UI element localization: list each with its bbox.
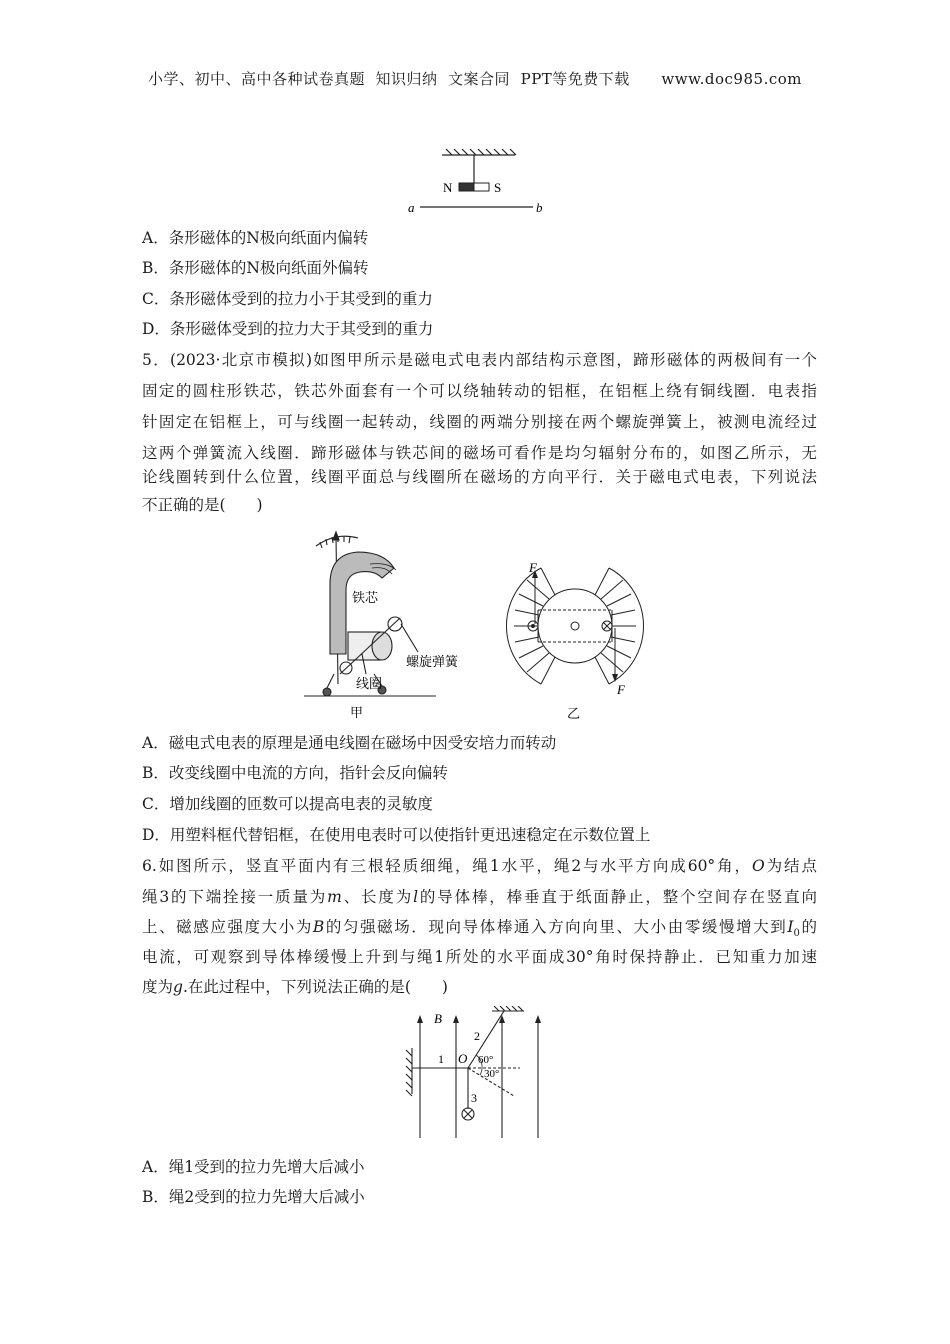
q5-stem-line-6: 不正确的是( ) bbox=[142, 496, 263, 514]
q5-option-c: C．增加线圈的匝数可以提高电表的灵敏度 bbox=[142, 795, 433, 813]
rope-3-label: 3 bbox=[471, 1091, 477, 1105]
page-header: 小学、初中、高中各种试卷真题 知识归纳 文案合同 PPT等免费下载 www.doc985.com bbox=[147, 70, 802, 88]
angle-60-label: 60° bbox=[478, 1054, 494, 1066]
q5-option-d: D．用塑料框代替铝框，在使用电表时可以使指针更迅速稳定在示数位置上 bbox=[142, 826, 651, 844]
rope-1-label: 1 bbox=[438, 1052, 444, 1066]
q6-stem-line-1: 6.如图所示，竖直平面内有三根轻质细绳，绳1水平，绳2与水平方向成60°角，O为结点 bbox=[142, 857, 817, 875]
q4-option-a: A．条形磁体的N极向纸面内偏转 bbox=[142, 229, 369, 247]
q5-stem-line-5: 论线圈转到什么位置，线圈平面总与线圈所在磁场的方向平行．关于磁电式电表，下列说法 bbox=[142, 468, 817, 486]
q5-stem-line-3: 针固定在铝框上，可与线圈一起转动，线圈的两端分别接在两个螺旋弹簧上，被测电流经过 bbox=[142, 413, 817, 431]
wire-b-label: b bbox=[536, 200, 543, 215]
magnet-n-label: N bbox=[443, 180, 453, 195]
q5-stem-line-1: 5．(2023·北京市模拟)如图甲所示是磁电式电表内部结构示意图，蹄形磁体的两极间有一个 bbox=[142, 351, 817, 369]
label-iron-core: 铁芯 bbox=[352, 590, 379, 605]
q4-option-b: B．条形磁体的N极向纸面外偏转 bbox=[142, 259, 369, 277]
label-spiral-spring: 螺旋弹簧 bbox=[406, 654, 459, 669]
caption-jia: 甲 bbox=[350, 705, 364, 720]
magnet-s-label: S bbox=[494, 180, 502, 195]
wire-a-label: a bbox=[408, 200, 415, 215]
figure-meter-structure bbox=[300, 524, 460, 724]
q6-stem-line-3: 上、磁感应强度大小为B的匀强磁场．现向导体棒通入方向向里、大小由零缓慢增大到$I_0$的 bbox=[142, 918, 817, 940]
force-label-top: F bbox=[529, 560, 537, 575]
q6-stem-line-2: 绳3的下端拴接一质量为m、长度为l的导体棒，棒垂直于纸面静止，整个空间存在竖直向 bbox=[142, 888, 817, 906]
q6-stem-line-5: 度为g.在此过程中，下列说法正确的是( ) bbox=[142, 978, 448, 996]
q6-stem-line-4: 电流，可观察到导体棒缓慢上升到与绳1所处的水平面成30°角时保持静止．已知重力加速 bbox=[142, 948, 817, 966]
caption-yi: 乙 bbox=[567, 706, 581, 721]
q5-option-b: B．改变线圈中电流的方向，指针会反向偏转 bbox=[142, 764, 448, 782]
rope-2-label: 2 bbox=[474, 1029, 480, 1043]
q6-option-a: A．绳1受到的拉力先增大后减小 bbox=[142, 1158, 365, 1176]
q5-option-a: A．磁电式电表的原理是通电线圈在磁场中因受安培力而转动 bbox=[142, 734, 557, 752]
knot-o-label: O bbox=[458, 1051, 468, 1066]
figure-radial-field bbox=[505, 560, 645, 730]
q5-stem-line-2: 固定的圆柱形铁芯，铁芯外面套有一个可以绕轴转动的铝框，在铝框上绕有铜线圈．电表指 bbox=[142, 382, 817, 400]
q6-option-b: B．绳2受到的拉力先增大后减小 bbox=[142, 1188, 365, 1206]
figure-hanging-magnet bbox=[400, 148, 560, 218]
q5-stem-line-4: 这两个弹簧流入线圈．蹄形磁体与铁芯间的磁场可看作是均匀辐射分布的，如图乙所示，无 bbox=[142, 444, 817, 462]
field-b-label: B bbox=[434, 1011, 442, 1026]
force-label-bottom: F bbox=[617, 682, 625, 697]
q4-option-d: D．条形磁体受到的拉力大于其受到的重力 bbox=[142, 320, 434, 338]
angle-30-label: 30° bbox=[484, 1068, 500, 1080]
label-coil: 线圈 bbox=[356, 676, 383, 691]
figure-three-ropes bbox=[400, 1006, 550, 1146]
q4-option-c: C．条形磁体受到的拉力小于其受到的重力 bbox=[142, 290, 433, 308]
